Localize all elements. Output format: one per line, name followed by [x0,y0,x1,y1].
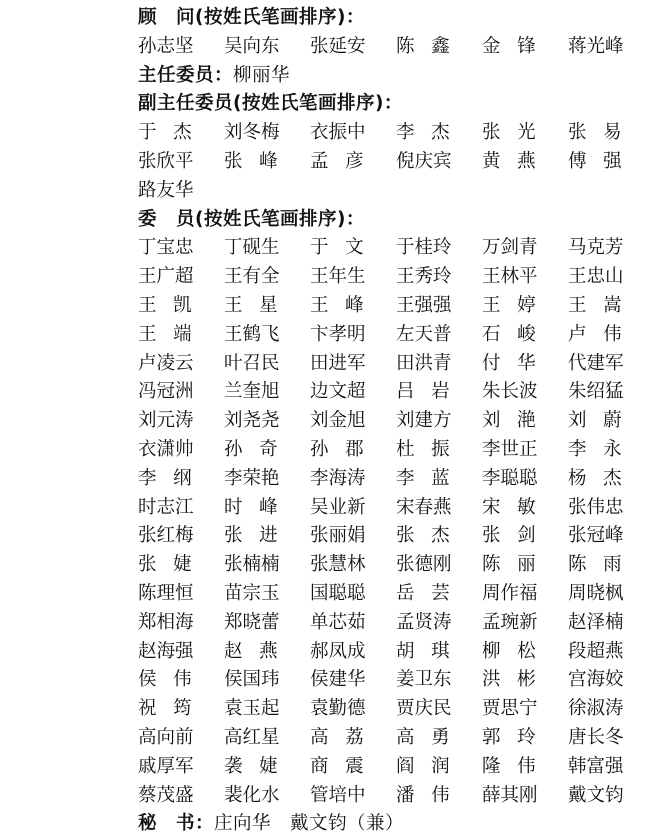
person-name: 王林平 [482,266,538,288]
name-row [138,695,638,724]
person-name: 李永 [568,438,639,460]
person-name: 单芯茹 [310,611,366,633]
person-name: 朱绍猛 [568,381,624,403]
person-name: 韩富强 [568,755,624,777]
person-name: 王秀玲 [396,266,452,288]
person-name: 张婕 [138,554,209,576]
person-name: 蔡茂盛 [138,784,194,806]
person-name: 杨杰 [568,467,639,489]
name-row [138,522,638,551]
person-name: 姜卫东 [396,669,452,691]
person-name: 石峻 [482,323,553,345]
person-name: 高红星 [224,726,280,748]
secretary-heading [138,810,638,839]
person-name: 杜振 [396,438,467,460]
name-row [138,494,638,523]
person-name: 李蓝 [396,467,467,489]
person-name: 岳芸 [396,582,467,604]
person-name: 袁勤德 [310,698,366,720]
person-name: 高勇 [396,726,467,748]
person-name: 丁砚生 [224,237,280,259]
person-name: 侯伟 [138,669,209,691]
person-name: 袁玉起 [224,698,280,720]
person-name: 宋敏 [482,496,553,518]
person-name: 叶召民 [224,352,280,374]
person-name: 赵海强 [138,640,194,662]
person-name: 卢伟 [568,323,639,345]
person-name: 田进军 [310,352,366,374]
person-name: 金锋 [482,35,553,57]
director-heading [138,62,638,91]
person-name: 郭玲 [482,726,553,748]
name-row [138,638,638,667]
name-row [138,292,638,321]
person-name: 张丽娟 [310,525,366,547]
person-name: 贾庆民 [396,698,452,720]
person-name: 王嵩 [568,294,639,316]
person-name: 孟琬新 [482,611,538,633]
person-name: 王强强 [396,294,452,316]
person-name: 李世正 [482,438,538,460]
person-name: 于文 [310,237,381,259]
name-row [138,234,638,263]
person-name: 卢凌云 [138,352,194,374]
person-name: 李海涛 [310,467,366,489]
person-name: 陈理恒 [138,582,194,604]
name-row [138,148,638,177]
person-name: 冯冠洲 [138,381,194,403]
name-row [138,378,638,407]
person-name: 孟贤涛 [396,611,452,633]
person-name: 李杰 [396,122,467,144]
person-name: 张易 [568,122,639,144]
person-name: 马克芳 [568,237,624,259]
person-name: 刘冬梅 [224,122,280,144]
person-name: 陈鑫 [396,35,467,57]
person-name: 付华 [482,352,553,374]
person-name: 戴文钧 [568,784,624,806]
person-name: 张冠峰 [568,525,624,547]
person-name: 国聪聪 [310,582,366,604]
person-name: 衣潇帅 [138,438,194,460]
person-name: 王广超 [138,266,194,288]
director-name: 柳丽华 [233,64,291,86]
person-name: 傅强 [568,150,639,172]
person-name: 万剑青 [482,237,538,259]
person-name: 郝凤成 [310,640,366,662]
person-name: 赵泽楠 [568,611,624,633]
name-row [138,33,638,62]
name-row [138,724,638,753]
person-name: 徐淑涛 [568,698,624,720]
person-name: 张德刚 [396,554,452,576]
name-row [138,609,638,638]
person-name: 潘伟 [396,784,467,806]
person-name: 段超燕 [568,640,624,662]
name-row [138,551,638,580]
person-name: 张楠楠 [224,554,280,576]
person-name: 王忠山 [568,266,624,288]
person-name: 宋春燕 [396,496,452,518]
advisors-list [138,33,638,62]
person-name: 孙志坚 [138,35,194,57]
person-name: 吴业新 [310,496,366,518]
person-name: 黄燕 [482,150,553,172]
person-name: 郑晓蕾 [224,611,280,633]
deputy-directors-list [138,119,638,205]
person-name: 吴向东 [224,35,280,57]
person-name: 王婷 [482,294,553,316]
secretary-label: 秘 书： [138,813,215,835]
person-name: 时峰 [224,496,295,518]
person-name: 孙郡 [310,438,381,460]
person-name: 阎润 [396,755,467,777]
person-name: 衣振中 [310,122,366,144]
person-name: 张进 [224,525,295,547]
person-name: 刘金旭 [310,410,366,432]
person-name: 商震 [310,755,381,777]
person-name: 朱长波 [482,381,538,403]
person-name: 张光 [482,122,553,144]
person-name: 高荔 [310,726,381,748]
name-row [138,177,638,206]
person-name: 李聪聪 [482,467,538,489]
person-name: 陈雨 [568,554,639,576]
person-name: 陈丽 [482,554,553,576]
person-name: 卞孝明 [310,323,366,345]
name-row [138,465,638,494]
person-name: 王有全 [224,266,280,288]
person-name: 裴化水 [224,784,280,806]
person-name: 郑相海 [138,611,194,633]
person-name: 侯建华 [310,669,366,691]
person-name: 周作福 [482,582,538,604]
person-name: 张峰 [224,150,295,172]
person-name: 高向前 [138,726,194,748]
person-name: 王凯 [138,294,209,316]
deputy-directors-heading: 副主任委员(按姓氏笔画排序)： [138,93,403,115]
person-name: 王年生 [310,266,366,288]
person-name: 刘尧尧 [224,410,280,432]
person-name: 李荣艳 [224,467,280,489]
person-name: 胡琪 [396,640,467,662]
person-name: 王星 [224,294,295,316]
person-name: 张伟忠 [568,496,624,518]
person-name: 李纲 [138,467,209,489]
person-name: 代建军 [568,352,624,374]
members-heading: 委 员(按姓氏笔画排序)： [138,208,365,230]
person-name: 王端 [138,323,209,345]
person-name: 左天普 [396,323,452,345]
person-name: 王峰 [310,294,381,316]
person-name: 张红梅 [138,525,194,547]
person-name: 孙奇 [224,438,295,460]
person-name: 田洪青 [396,352,452,374]
person-name: 管培中 [310,784,366,806]
person-name: 赵燕 [224,640,295,662]
person-name: 洪彬 [482,669,553,691]
person-name: 袭婕 [224,755,295,777]
name-row [138,436,638,465]
name-row [138,666,638,695]
person-name: 苗宗玉 [224,582,280,604]
person-name: 戚厚军 [138,755,194,777]
name-row [138,753,638,782]
person-name: 张剑 [482,525,553,547]
name-row [138,782,638,811]
person-name: 路友华 [138,179,194,201]
person-name: 吕岩 [396,381,467,403]
director-label: 主任委员： [138,64,234,86]
person-name: 唐长冬 [568,726,624,748]
name-row [138,580,638,609]
person-name: 张延安 [310,35,366,57]
name-row [138,350,638,379]
person-name: 于桂玲 [396,237,452,259]
person-name: 丁宝忠 [138,237,194,259]
committee-list [138,4,638,839]
name-row [138,407,638,436]
person-name: 隆伟 [482,755,553,777]
members-list [138,234,638,810]
person-name: 王鹤飞 [224,323,280,345]
advisors-heading: 顾 问(按姓氏笔画排序)： [138,7,365,28]
person-name: 兰奎旭 [224,381,280,403]
person-name: 孟彦 [310,150,381,172]
person-name: 贾思宁 [482,698,538,720]
person-name: 刘蔚 [568,410,639,432]
person-name: 时志江 [138,496,194,518]
person-name: 薛其刚 [482,784,538,806]
person-name: 边文超 [310,381,366,403]
person-name: 刘元涛 [138,410,194,432]
person-name: 侯国玮 [224,669,280,691]
person-name: 周晓枫 [568,582,624,604]
person-name: 倪庆宾 [396,150,452,172]
person-name: 柳松 [482,640,553,662]
person-name: 祝筠 [138,698,209,720]
name-row [138,321,638,350]
person-name: 于杰 [138,122,209,144]
person-name: 蒋光峰 [568,35,624,57]
name-row [138,263,638,292]
person-name: 宫海姣 [568,669,624,691]
person-name: 张杰 [396,525,467,547]
person-name: 刘滟 [482,410,553,432]
secretary-names: 庄向华 戴文钧（兼） [214,813,405,835]
person-name: 张欣平 [138,150,194,172]
name-row [138,119,638,148]
person-name: 刘建方 [396,410,452,432]
person-name: 张慧林 [310,554,366,576]
